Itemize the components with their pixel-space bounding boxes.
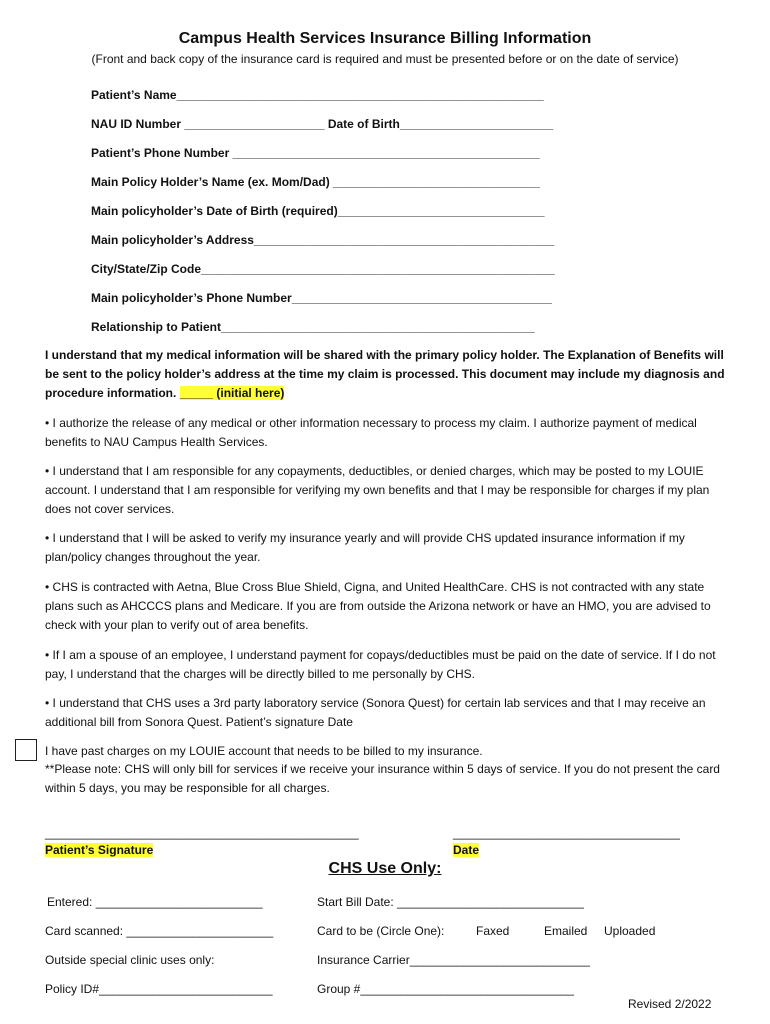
patient-signature-label: Patient’s Signature <box>45 843 154 857</box>
uploaded-option[interactable]: Uploaded <box>604 924 656 938</box>
start-bill-date-field[interactable]: Start Bill Date: ____________________________ <box>317 895 584 909</box>
bullet-verify-yearly: • I understand that I will be asked to verify my insurance yearly and will provide CHS updated insurance information if my plan/policy changes throughout the year. <box>45 531 685 564</box>
policy-id-field[interactable]: Policy ID#__________________________ <box>45 982 273 996</box>
patient-phone-field[interactable]: Patient’s Phone Number ______________________________________________ <box>91 146 540 160</box>
date-label: Date <box>453 843 480 857</box>
card-scanned-field[interactable]: Card scanned: ______________________ <box>45 924 274 938</box>
signature-line[interactable]: _______________________________________________ <box>45 826 359 840</box>
relationship-field[interactable]: Relationship to Patient_______________________________________________ <box>91 320 535 334</box>
card-to-be-label: Card to be (Circle One): <box>317 924 445 938</box>
outside-clinic-label: Outside special clinic uses only: <box>45 953 215 967</box>
consent-text: I understand that my medical information will be shared with the primary policy holder. The Explanation of Benefits will be sent to the policy holder’s address at the time my claim is processed. This document may include my diagnosis and procedure information. <box>45 348 725 400</box>
initial-here-field[interactable]: _____ (initial here) <box>179 386 285 400</box>
patient-name-field[interactable]: Patient’s Name_______________________________________________________ <box>91 88 544 102</box>
consent-statement <box>45 346 735 403</box>
emailed-option[interactable]: Emailed <box>544 924 588 938</box>
form-title: Campus Health Services Insurance Billing Information <box>178 30 592 47</box>
policy-holder-phone-field[interactable]: Main policyholder’s Phone Number_______________________________________ <box>91 291 552 305</box>
form-subtitle: (Front and back copy of the insurance card is required and must be presented before or on the date of service) <box>91 52 679 66</box>
please-note: **Please note: CHS will only bill for services if we receive your insurance within 5 days of service. If you do not present the card within 5 days, you may be responsible for all charges. <box>45 762 720 795</box>
past-charges-checkbox[interactable] <box>15 739 37 761</box>
policy-holder-dob-field[interactable]: Main policyholder’s Date of Birth (required)_______________________________ <box>91 204 545 218</box>
insurance-carrier-field[interactable]: Insurance Carrier___________________________ <box>317 953 590 967</box>
policy-holder-address-field[interactable]: Main policyholder’s Address_____________________________________________ <box>91 233 555 247</box>
bullet-lab-service: • I understand that CHS uses a 3rd party laboratory service (Sonora Quest) for certain lab services and that I may receive an additional bill from Sonora Quest. Patient’s signature Date <box>45 696 706 729</box>
nau-id-dob-field[interactable]: NAU ID Number _____________________ Date of Birth_______________________ <box>91 117 554 131</box>
bullet-contracts: • CHS is contracted with Aetna, Blue Cross Blue Shield, Cigna, and United HealthCare. CHS is not contracted with any state plans such as AHCCCS plans and Medicare. If you are from outside the Arizona network or have an HMO, you are advised to check with your plan to verify out of area benefits. <box>45 580 711 632</box>
policy-holder-name-field[interactable]: Main Policy Holder’s Name (ex. Mom/Dad) _______________________________ <box>91 175 540 189</box>
faxed-option[interactable]: Faxed <box>476 924 510 938</box>
chs-use-only-title: CHS Use Only: <box>328 860 442 877</box>
group-number-field[interactable]: Group #________________________________ <box>317 982 574 996</box>
bullet-responsibility: • I understand that I am responsible for any copayments, deductibles, or denied charges, which may be posted to my LOUIE account. I understand that I am responsible for verifying my own benefits and that I may be responsible for charges if my plan does not cover services. <box>45 464 710 516</box>
city-state-zip-field[interactable]: City/State/Zip Code_____________________________________________________ <box>91 262 555 276</box>
past-charges-label: I have past charges on my LOUIE account that needs to be billed to my insurance. <box>45 744 483 758</box>
revised-date: Revised 2/2022 <box>628 997 712 1011</box>
bullet-spouse: • If I am a spouse of an employee, I understand payment for copays/deductibles must be paid on the date of service. If I do not pay, I understand that the charges will be directly billed to me personally by CHS. <box>45 648 716 681</box>
entered-field[interactable]: Entered: _________________________ <box>47 895 263 909</box>
bullet-authorize: • I authorize the release of any medical or other information necessary to process my claim. I authorize payment of medical benefits to NAU Campus Health Services. <box>45 416 697 449</box>
date-line[interactable]: __________________________________ <box>453 826 680 840</box>
